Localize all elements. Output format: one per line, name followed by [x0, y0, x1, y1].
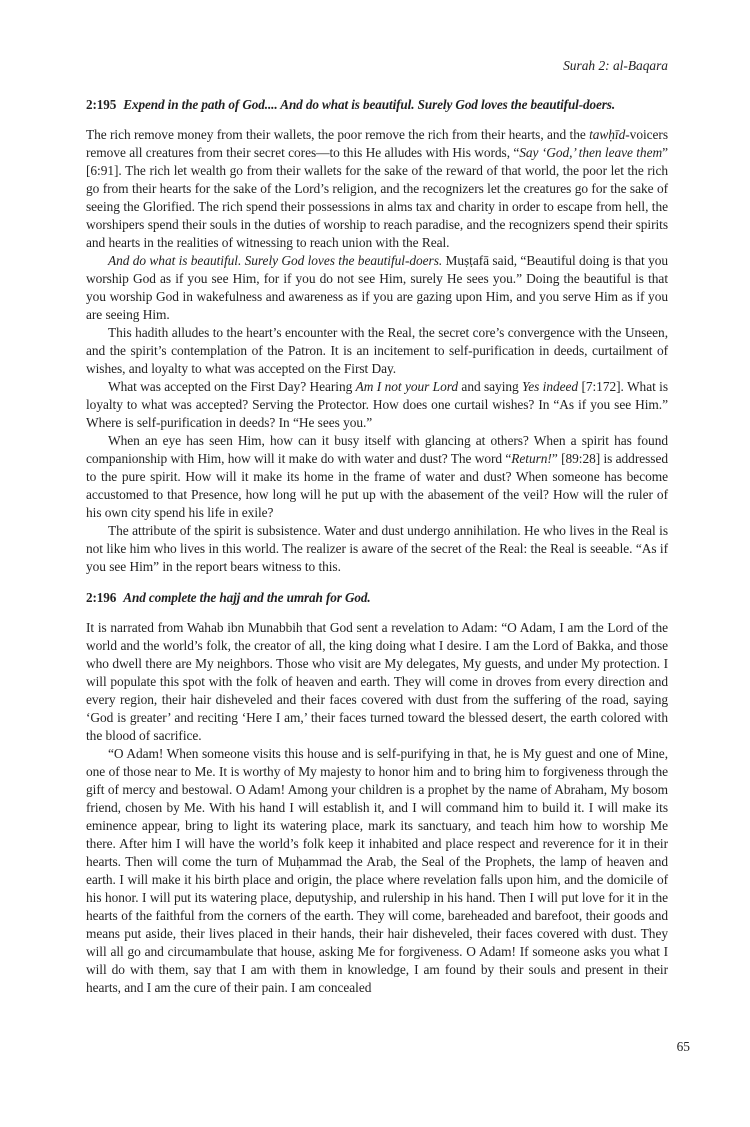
text-run: [7:172]. What is loyalty to what was accepted? Serving the Protector. How does one curtail wishes? In “As if you see Him.” Where is self-purification in deeds? In “He sees you.”: [86, 379, 668, 430]
page-number: 65: [676, 1039, 690, 1054]
running-header: Surah 2: al-Baqara: [563, 58, 668, 73]
verse-number: 2:196: [86, 590, 117, 605]
text-run: -voicers remove all creatures from their secret cores—to this He alludes with His words, “: [86, 127, 668, 160]
paragraph: [86, 324, 668, 378]
paragraph: [86, 522, 668, 576]
paragraph: [86, 378, 668, 432]
text-run: ” [6:91]. The rich let wealth go from their wallets for the sake of the reward of that world, the poor let the rich go from their hearts for the sake of the Lord’s religion, and the recognizers let the creatures go for the sake of seeing the Glorified. The rich spend their possessions in alms tax and charity in order to escape from hell, the worshipers spend their souls in the duties of worship to reach paradise, and the recognizers spend their spirits and hearts in the realities of witnessing to reach union with the Real.: [86, 145, 668, 250]
italic-run: Yes indeed: [522, 379, 579, 394]
italic-run: And do what is beautiful. Surely God loves the beautiful-doers.: [108, 253, 443, 268]
text-run: ” [89:28] is addressed to the pure spirit. How will it make its home in the frame of water and dust? When someone has become accustomed to that Presence, how long will he put up with the abasement of the veil? How will the ruler of his own city spend his life in exile?: [86, 451, 668, 520]
verse-number: 2:195: [86, 97, 117, 112]
page-content: [86, 96, 668, 997]
text-run: It is narrated from Wahab ibn Munabbih that God sent a revelation to Adam: “O Adam, I am the Lord of the world and the world’s folk, the creator of all, the king doing what I desire. I am the Lord of Bakka, and those who dwell there are My neighbors. Those who visit are My delegates, My guests, and under My protection. I will populate this spot with the folk of heaven and earth. They will come in droves from every direction and every region, their hair disheveled and their faces covered with dust from the suffering of the road, saying ‘God is greater’ and reciting ‘Here I am,’ their faces turned toward the blessed desert, the earth colored with the blood of sacrifice.: [86, 620, 668, 743]
text-run: “O Adam! When someone visits this house and is self-purifying in that, he is My guest and one of Mine, one of those near to Me. It is worthy of My majesty to honor him and to bring him to forgiveness through the gift of mercy and bestowal. O Adam! Among your children is a prophet by the name of Abraham, My bosom friend, chosen by Me. With his hand I will establish it, and I will command him to build it. I will make its eminence appear, bring to light its watering place, mark its sanctuary, and teach him how to worship Me there. After him I will have the world’s folk keep it inhabited and place respect and reverence for it in their hearts. Then will come the turn of Muḥammad the Arab, the Seal of the Prophets, the lamp of heaven and earth. I will make it his birth place and origin, the place where revelation falls upon him, and the domicile of his honor. I will put its watering place, deputyship, and rulership in his hand. Then I will put love for it in the hearts of the faithful from the corners of the earth. They will come, bareheaded and barefoot, their goods and means put aside, their lives placed in their hands, their hair disheveled, their faces covered with dust. They will all go and circumambulate that house, asking Me for forgiveness. O Adam! If someone asks you what I will do with them, say that I am with them in knowledge, I am found by their souls and present in their hearts, and I am the cure of their pain. I am concealed: [86, 746, 668, 995]
text-run: This hadith alludes to the heart’s encounter with the Real, the secret core’s convergence with the Unseen, and the spirit’s contemplation of the Patron. It is an incitement to self-purification in deeds, curtailment of wishes, and loyalty to what was accepted on the First Day.: [86, 325, 668, 376]
italic-run: Am I not your Lord: [355, 379, 459, 394]
paragraph: [86, 432, 668, 522]
italic-run: tawḥīd: [589, 127, 626, 142]
paragraph: [86, 126, 668, 252]
italic-run: Say ‘God,’ then leave them: [519, 145, 663, 160]
verse-heading-text: And complete the hajj and the umrah for God.: [123, 590, 371, 605]
paragraph: [86, 252, 668, 324]
text-run: Muṣṭafā said, “Beautiful doing is that you worship God as if you see Him, for if you do not see Him, surely He sees you.” Doing the beautiful is that you worship God in wakefulness and awareness as if you are gazing upon Him, and you serve Him as if you are seeing Him.: [86, 253, 668, 322]
section-heading: [86, 96, 668, 114]
text-run: The attribute of the spirit is subsistence. Water and dust undergo annihilation. He who lives in the Real is not like him who lives in this world. The realizer is aware of the secret of the Real: the Real is seeable. “As if you see Him” in the report bears witness to this.: [86, 523, 668, 574]
text-run: The rich remove money from their wallets, the poor remove the rich from their hearts, and the: [86, 127, 590, 142]
italic-run: Return!: [511, 451, 552, 466]
text-run: When an eye has seen Him, how can it busy itself with glancing at others? When a spirit has found companionship with Him, how will it make do with water and dust? The word “: [86, 433, 668, 466]
text-run: and saying: [458, 379, 523, 394]
paragraph: [86, 619, 668, 745]
paragraph: [86, 745, 668, 997]
text-run: What was accepted on the First Day? Hearing: [108, 379, 356, 394]
verse-heading-text: Expend in the path of God.... And do what is beautiful. Surely God loves the beautiful-doers.: [123, 97, 616, 112]
section-heading: [86, 589, 668, 607]
